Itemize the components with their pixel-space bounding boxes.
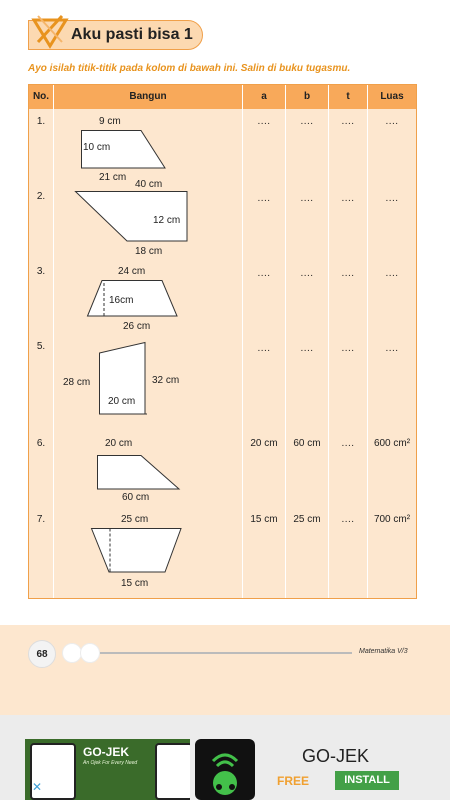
shape-label-top: 40 cm bbox=[135, 179, 163, 190]
ad-app-title[interactable]: GO-JEK bbox=[302, 746, 370, 766]
cell-a: .... bbox=[257, 268, 271, 279]
column-divider bbox=[53, 85, 54, 598]
shape-label-top: 9 cm bbox=[99, 116, 121, 127]
cell-a: 15 cm bbox=[250, 514, 278, 525]
row-number: 6. bbox=[36, 438, 46, 449]
page-footer-band bbox=[0, 625, 450, 715]
ad-close-icon[interactable]: ✕ bbox=[31, 780, 43, 794]
cell-t: .... bbox=[341, 193, 355, 204]
col-header-bangun: Bangun bbox=[129, 91, 167, 102]
shape-label-height: 16cm bbox=[109, 295, 134, 306]
shape-label-right: 12 cm bbox=[153, 215, 181, 226]
row-number: 7. bbox=[36, 514, 46, 525]
cell-b: .... bbox=[300, 193, 314, 204]
cell-t: .... bbox=[341, 268, 355, 279]
cell-luas: .... bbox=[385, 193, 399, 204]
cell-t: .... bbox=[341, 116, 355, 127]
cell-luas: 600 cm² bbox=[373, 438, 411, 449]
cell-luas: .... bbox=[385, 343, 399, 354]
col-header-b: b bbox=[303, 91, 311, 102]
install-button[interactable]: INSTALL bbox=[335, 771, 399, 790]
instruction-text: Ayo isilah titik-titik pada kolom di bawah ini. Salin di buku tugasmu. bbox=[28, 63, 351, 74]
col-header-t: t bbox=[346, 91, 350, 102]
cell-a: 20 cm bbox=[250, 438, 278, 449]
trapezoid-shape-3 bbox=[87, 280, 182, 318]
cell-t: .... bbox=[341, 438, 355, 449]
cell-a: .... bbox=[257, 193, 271, 204]
shape-label-left: 28 cm bbox=[63, 377, 91, 388]
cell-t: .... bbox=[341, 514, 355, 525]
table-header-row bbox=[29, 85, 416, 109]
geometry-tools-icon bbox=[30, 12, 70, 52]
cell-b: 25 cm bbox=[293, 514, 321, 525]
row-number: 1. bbox=[36, 116, 46, 127]
trapezoid-shape-7 bbox=[91, 528, 183, 574]
cell-b: .... bbox=[300, 343, 314, 354]
cell-b: .... bbox=[300, 116, 314, 127]
phone-mockup bbox=[155, 743, 190, 800]
col-header-a: a bbox=[261, 91, 267, 102]
shape-label-top: 24 cm bbox=[118, 266, 146, 277]
exercise-table bbox=[28, 84, 417, 599]
gojek-app-icon[interactable] bbox=[195, 739, 255, 800]
cell-a: .... bbox=[257, 116, 271, 127]
col-header-no: No. bbox=[32, 91, 50, 102]
footer-divider bbox=[100, 652, 352, 654]
row-number: 3. bbox=[36, 266, 46, 277]
shape-label-bottom: 18 cm bbox=[135, 246, 163, 257]
ad-tagline: An Ojek For Every Need bbox=[83, 760, 138, 766]
shape-label-bottom: 21 cm bbox=[99, 172, 127, 183]
ad-price: FREE bbox=[277, 774, 310, 788]
shape-label-bottom: 15 cm bbox=[121, 578, 149, 589]
row-number: 2. bbox=[36, 191, 46, 202]
ad-screenshot[interactable] bbox=[25, 739, 190, 800]
cell-luas: .... bbox=[385, 116, 399, 127]
row-number: 5. bbox=[36, 341, 46, 352]
shape-label-bottom: 26 cm bbox=[123, 321, 151, 332]
shape-label-top: 25 cm bbox=[121, 514, 149, 525]
scooter-icon bbox=[195, 739, 255, 800]
col-header-luas: Luas bbox=[380, 91, 404, 102]
cell-b: 60 cm bbox=[293, 438, 321, 449]
shape-label-bottom: 60 cm bbox=[122, 492, 150, 503]
section-title: Aku pasti bisa 1 bbox=[71, 26, 193, 43]
book-title: Matematika V/3 bbox=[359, 648, 408, 655]
cell-a: .... bbox=[257, 343, 271, 354]
shape-label-right: 32 cm bbox=[152, 375, 180, 386]
cell-luas: 700 cm² bbox=[373, 514, 411, 525]
cell-b: .... bbox=[300, 268, 314, 279]
shape-label-top: 20 cm bbox=[105, 438, 133, 449]
ad-brand: GO-JEK bbox=[83, 745, 130, 759]
decorative-circle bbox=[62, 643, 82, 663]
shape-label-left: 10 cm bbox=[83, 142, 111, 153]
decorative-circle bbox=[80, 643, 100, 663]
page-number: 68 bbox=[28, 640, 56, 668]
cell-luas: .... bbox=[385, 268, 399, 279]
trapezoid-shape-6 bbox=[97, 455, 182, 491]
shape-label-bottom: 20 cm bbox=[108, 396, 136, 407]
cell-t: .... bbox=[341, 343, 355, 354]
